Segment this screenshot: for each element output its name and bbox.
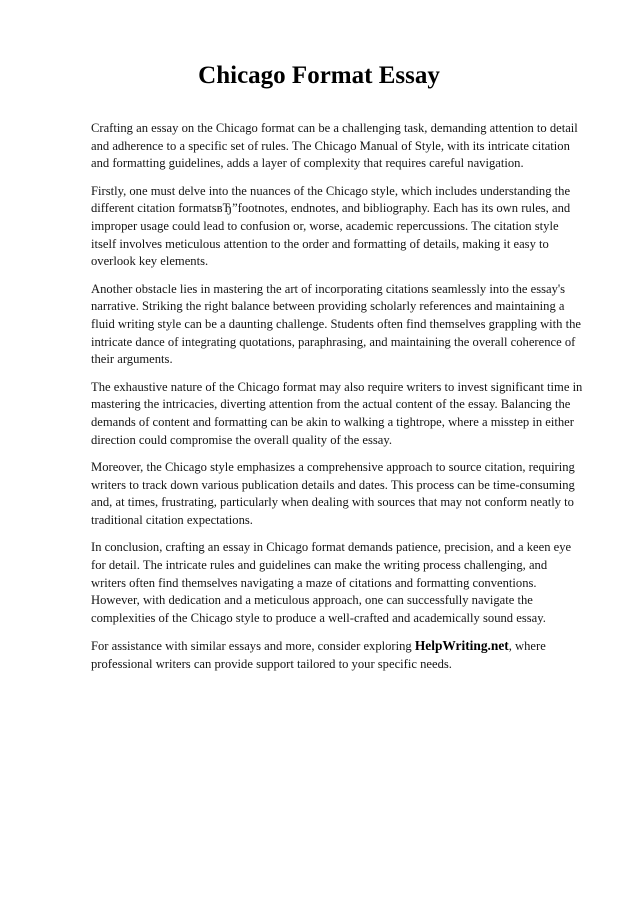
text-line: and, at times, frustrating, particularly when dealing with sources that may not conform neatly to	[91, 495, 574, 510]
text-line: different citation formatsвЂ”footnotes, endnotes, and bibliography. Each has its own rules, and	[91, 201, 571, 216]
text-line: writers often find themselves navigating a maze of citations and formatting conventions.	[91, 575, 537, 590]
text-line: The exhaustive nature of the Chicago format may also require writers to invest significant time in	[91, 379, 583, 394]
paragraph-intro	[91, 120, 601, 173]
text-line: itself involves meticulous attention to the order and formatting of details, making it easy to	[91, 236, 549, 251]
helpwriting-link[interactable]: HelpWriting.net	[414, 638, 509, 654]
paragraph-closing	[91, 637, 601, 673]
closing-text-after: , where	[508, 639, 546, 654]
text-line: for detail. The intricate rules and guidelines can make the writing process challenging, and	[91, 558, 548, 573]
paragraph-firstly	[91, 183, 601, 271]
document-body	[91, 120, 601, 684]
text-line: and formatting guidelines, adds a layer of complexity that requires careful navigation.	[91, 156, 524, 171]
text-line: Crafting an essay on the Chicago format can be a challenging task, demanding attention to detail	[91, 121, 578, 135]
text-line	[91, 637, 601, 656]
text-line: improper usage could lead to confusion or, worse, academic repercussions. The citation style	[91, 218, 559, 233]
text-line: overlook key elements.	[91, 254, 209, 269]
text-line: intricate dance of integrating quotations, paraphrasing, and maintaining the overall coherence of	[91, 334, 576, 349]
text-line: narrative. Striking the right balance between providing scholarly references and maintaining a	[91, 299, 565, 314]
paragraph-conclusion	[91, 539, 601, 627]
text-line: writers to track down various publication details and dates. This process can be time-consuming	[91, 477, 575, 492]
text-line: Another obstacle lies in mastering the art of incorporating citations seamlessly into the essay's	[91, 281, 566, 296]
text-line: mastering the intricacies, diverting attention from the actual content of the essay. Balancing the	[91, 397, 571, 412]
text-line: professional writers can provide support tailored to your specific needs.	[91, 657, 452, 672]
closing-text-before: For assistance with similar essays and more, consider exploring	[91, 639, 415, 654]
text-line: their arguments.	[91, 352, 173, 367]
text-line: In conclusion, crafting an essay in Chicago format demands patience, precision, and a keen eye	[91, 540, 572, 555]
text-line: demands of content and formatting can be akin to walking a tightrope, where a misstep in either	[91, 414, 574, 429]
text-line: and adherence to a specific set of rules. The Chicago Manual of Style, with its intricate citation	[91, 138, 570, 153]
paragraph-exhaustive	[91, 379, 601, 449]
text-line: traditional citation expectations.	[91, 512, 253, 527]
paragraph-moreover	[91, 459, 601, 529]
page-title: Chicago Format Essay	[198, 62, 440, 89]
paragraph-obstacle	[91, 281, 601, 369]
text-line: fluid writing style can be a daunting challenge. Students often find themselves grappling with the	[91, 316, 581, 331]
text-line: complexities of the Chicago style to produce a well-crafted and academically sound essay.	[91, 610, 546, 625]
text-line: Firstly, one must delve into the nuances of the Chicago style, which includes understanding the	[91, 183, 571, 198]
text-line: Moreover, the Chicago style emphasizes a comprehensive approach to source citation, requiring	[91, 460, 575, 475]
text-line: direction could compromise the overall quality of the essay.	[91, 432, 392, 447]
text-line: However, with dedication and a meticulous approach, one can successfully navigate the	[91, 593, 533, 608]
